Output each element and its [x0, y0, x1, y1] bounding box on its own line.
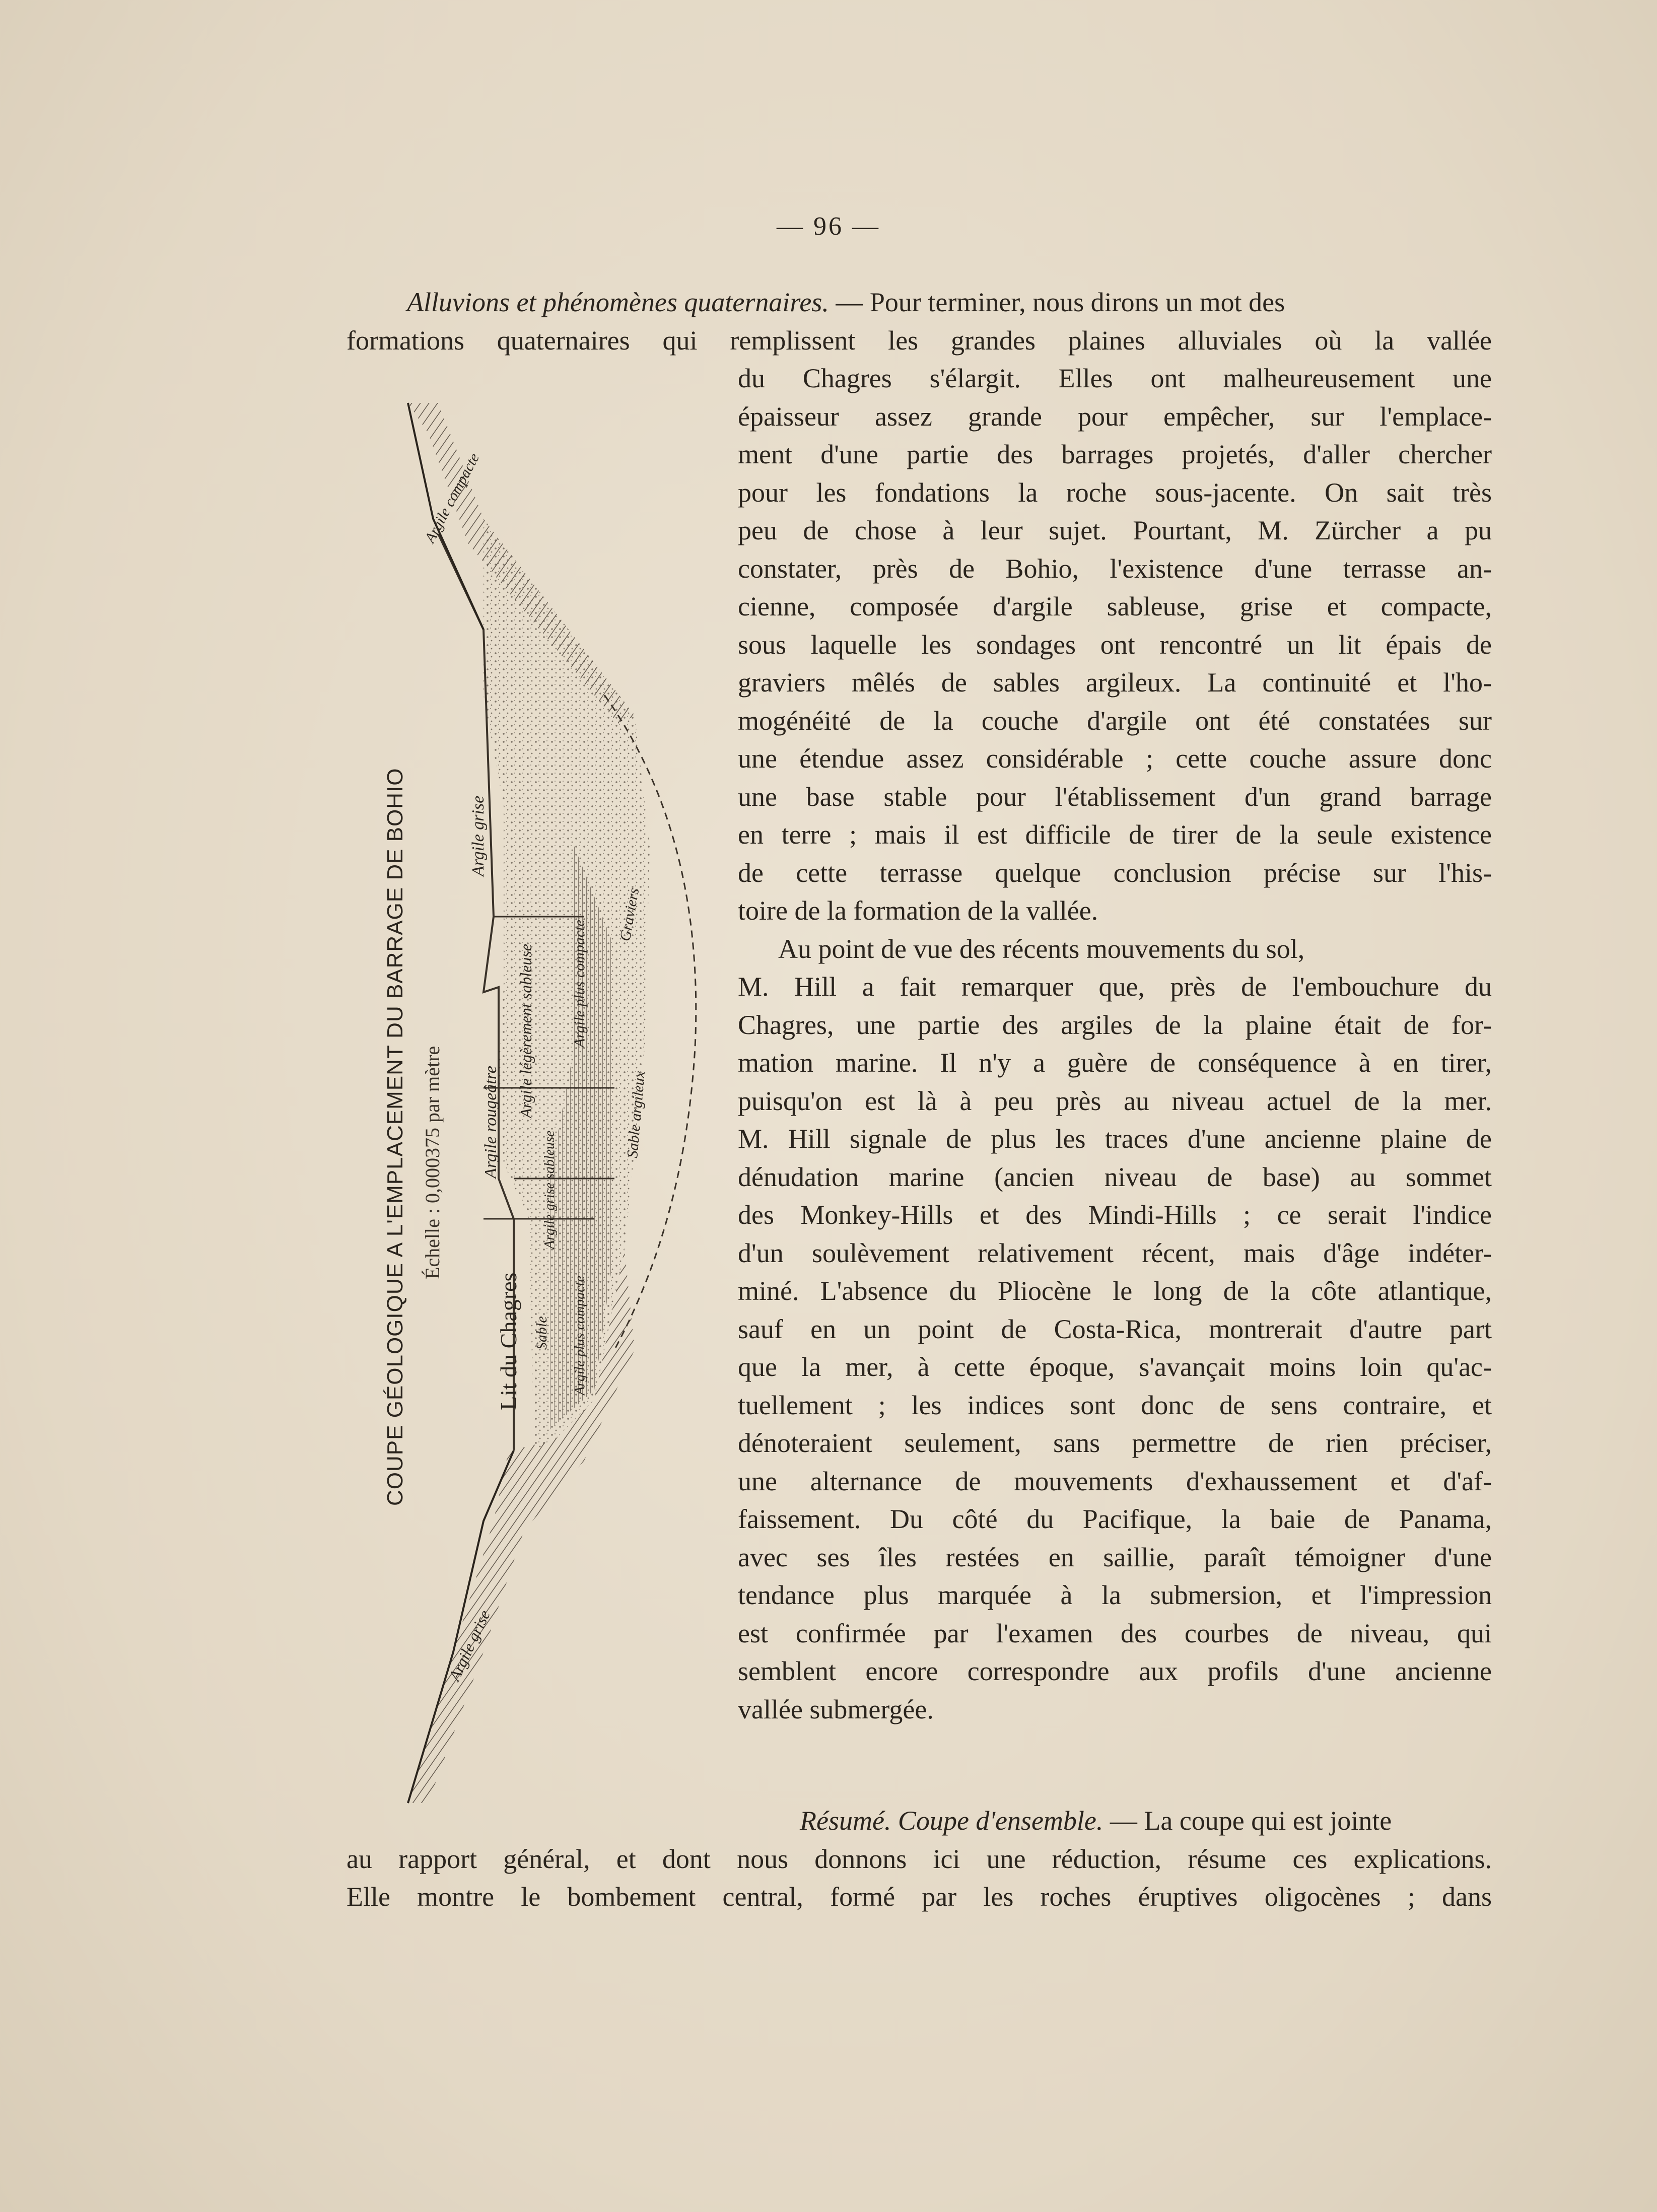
text-line: cienne, composée d'argile sableuse, grise et compacte,: [738, 591, 1492, 621]
text-line: mation marine. Il n'y a guère de conséquence à en tirer,: [738, 1048, 1492, 1078]
text-line: une alternance de mouvements d'exhaussement et d'af-: [738, 1466, 1492, 1496]
text-column: [738, 360, 1492, 1729]
text-line: une base stable pour l'établissement d'un grand barrage: [738, 781, 1492, 812]
text-line: miné. L'absence du Pliocène le long de la côte atlantique,: [738, 1276, 1492, 1306]
geological-section-figure: [332, 393, 715, 1828]
text-line: Au point de vue des récents mouvements du sol,: [778, 933, 1305, 964]
label-argile-compacte-top: Argile compacte: [422, 450, 483, 546]
text-line: formations quaternaires qui remplissent les grandes plaines alluviales où la vallée: [347, 325, 1492, 356]
page-number: — 96 —: [777, 212, 880, 241]
text-line: M. Hill a fait remarquer que, près de l'embouchure du: [738, 972, 1492, 1002]
text-line: puisqu'on est là à peu près au niveau actuel de la mer.: [738, 1085, 1492, 1116]
text-line: que la mer, à cette époque, s'avançait moins loin qu'ac-: [738, 1352, 1492, 1382]
label-argile-grise-sableuse: Argile grise sableuse: [542, 1130, 558, 1249]
label-graviers: Graviers: [616, 886, 643, 943]
text-line: au rapport général, et dont nous donnons ici une réduction, résume ces explications.: [347, 1843, 1492, 1874]
text-line: d'un soulèvement relativement récent, mais d'âge indéter-: [738, 1237, 1492, 1268]
label-argile-plus-compacte-lower: Argile plus compacte: [572, 1276, 588, 1395]
figure-scale: Échelle : 0,000375 par mètre: [421, 1046, 444, 1279]
text-line: avec ses îles restées en saillie, paraît témoigner d'une: [738, 1542, 1492, 1572]
section-heading-alluvions: Alluvions et phénomènes quaternaires.: [407, 287, 829, 317]
text-line: Alluvions et phénomènes quaternaires. — Pour terminer, nous dirons un mot des: [407, 287, 1285, 317]
text-line: toire de la formation de la vallée.: [738, 895, 1098, 926]
label-argile-rougeatre: Argile rougeâtre: [481, 1066, 500, 1179]
figure-title: COUPE GÉOLOGIQUE A L'EMPLACEMENT DU BARRAGE DE BOHIO: [383, 768, 407, 1506]
text-line: graviers mêlés de sables argileux. La continuité et l'ho-: [738, 667, 1492, 698]
text-line: ment d'une partie des barrages projetés, d'aller chercher: [738, 439, 1492, 469]
text-line: Résumé. Coupe d'ensemble. — La coupe qui est jointe: [800, 1806, 1392, 1836]
text-line: pour les fondations la roche sous-jacente. On sait très: [738, 477, 1492, 508]
text-line: dénudation marine (ancien niveau de base) au sommet: [738, 1161, 1492, 1192]
text-line: sauf en un point de Costa-Rica, montrerait d'autre part: [738, 1314, 1492, 1344]
label-argile-grise-bottom: Argile grise: [445, 1607, 494, 1684]
text-line: des Monkey-Hills et des Mindi-Hills ; ce serait l'indice: [738, 1200, 1492, 1230]
text-line: tuellement ; les indices sont donc de sens contraire, et: [738, 1390, 1492, 1420]
text-line: tendance plus marquée à la submersion, et l'impression: [738, 1580, 1492, 1610]
text-line: peu de chose à leur sujet. Pourtant, M. Zürcher a pu: [738, 515, 1492, 545]
text-line: une étendue assez considérable ; cette couche assure donc: [738, 743, 1492, 774]
text-line: constater, près de Bohio, l'existence d'une terrasse an-: [738, 553, 1492, 584]
text-line: en terre ; mais il est difficile de tirer de la seule existence: [738, 819, 1492, 850]
text-line: épaisseur assez grande pour empêcher, sur l'emplace-: [738, 401, 1492, 432]
text-line: vallée submergée.: [738, 1694, 934, 1724]
text-line: faissement. Du côté du Pacifique, la baie de Panama,: [738, 1504, 1492, 1534]
text-line: M. Hill signale de plus les traces d'une ancienne plaine de: [738, 1124, 1492, 1154]
text-line: dénoteraient seulement, sans permettre de rien préciser,: [738, 1428, 1492, 1458]
label-lit-du-chagres: Lit du Chagres: [496, 1272, 521, 1410]
text-line: Elle montre le bombement central, formé par les roches éruptives oligocènes ; dans: [347, 1882, 1492, 1912]
text-line: semblent encore correspondre aux profils d'une ancienne: [738, 1656, 1492, 1686]
label-argile-sableuse: Argile légèrement sableuse: [517, 944, 535, 1118]
label-sable-lower: Sable: [533, 1316, 550, 1350]
text-line: de cette terrasse quelque conclusion précise sur l'his-: [738, 857, 1492, 888]
label-argile-grise-top: Argile grise: [469, 795, 488, 876]
text-line: est confirmée par l'examen des courbes de niveau, qui: [738, 1618, 1492, 1648]
paragraph-alluvions: [347, 284, 1492, 360]
text-line: sous laquelle les sondages ont rencontré un lit épais de: [738, 629, 1492, 660]
text-line: mogénéité de la couche d'argile ont été constatées sur: [738, 705, 1492, 736]
section-heading-resume: Résumé. Coupe d'ensemble.: [800, 1806, 1103, 1836]
text-line: Chagres, une partie des argiles de la plaine était de for-: [738, 1009, 1492, 1040]
text-line: du Chagres s'élargit. Elles ont malheureusement une: [738, 363, 1492, 393]
label-sable-argileux: Sable argileux: [624, 1070, 649, 1159]
label-argile-plus-compacte: Argile plus compacte: [571, 920, 588, 1048]
